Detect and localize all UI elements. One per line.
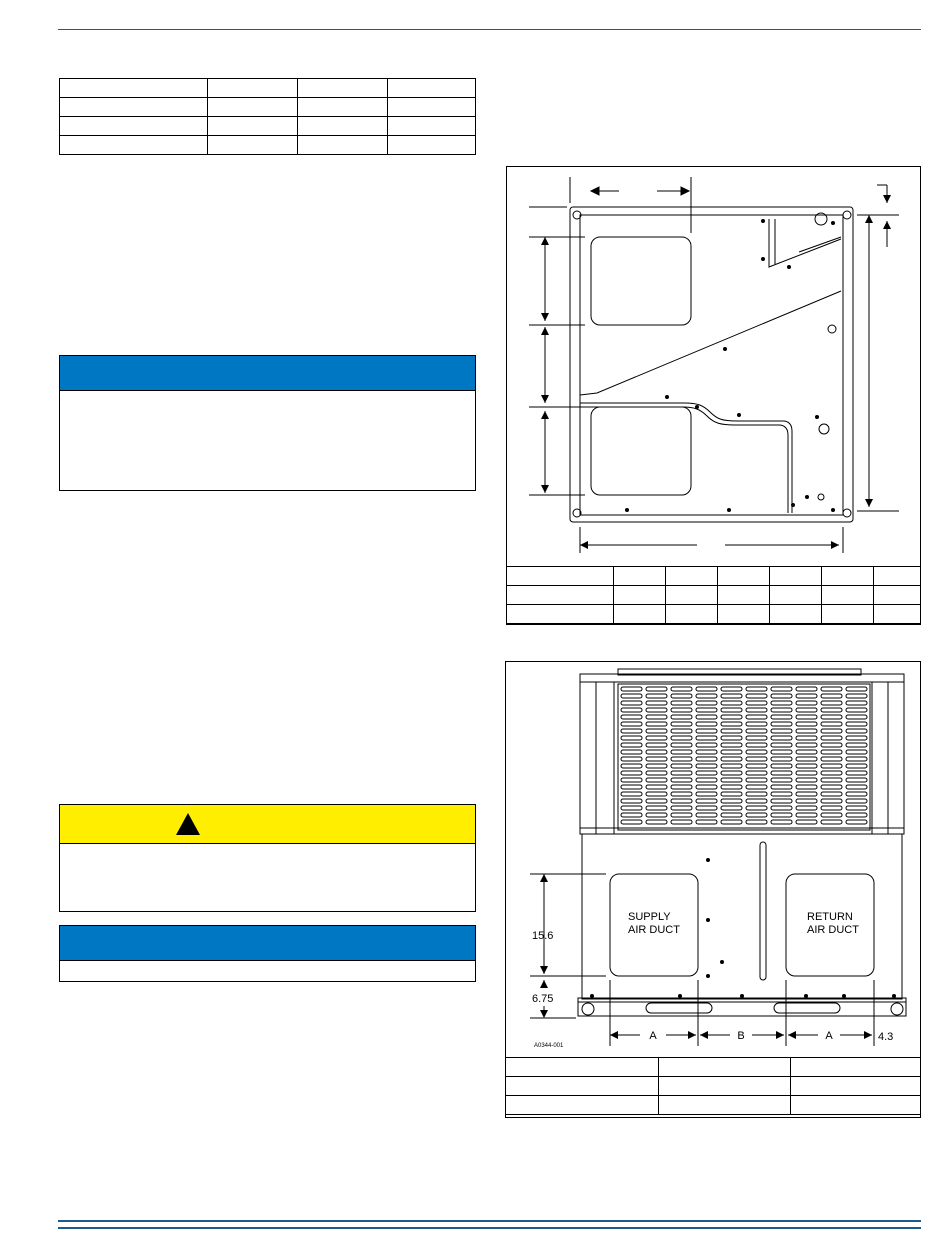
grille-slot bbox=[846, 694, 867, 698]
grille-slot bbox=[646, 764, 667, 768]
grille-slot bbox=[646, 799, 667, 803]
grille-slot bbox=[671, 806, 692, 810]
grille-slot bbox=[796, 771, 817, 775]
grille-slot bbox=[796, 722, 817, 726]
table-row bbox=[506, 1077, 921, 1096]
notice-header bbox=[60, 356, 475, 391]
table-row bbox=[507, 605, 921, 624]
grille-slot bbox=[621, 708, 642, 712]
grille-slot bbox=[646, 771, 667, 775]
grille-slot bbox=[846, 722, 867, 726]
grille-slot bbox=[771, 687, 792, 691]
table-row bbox=[507, 586, 921, 605]
grille-slot bbox=[696, 806, 717, 810]
grille-slot bbox=[771, 799, 792, 803]
table-row bbox=[506, 1058, 921, 1077]
grille-slot bbox=[721, 813, 742, 817]
grille-slot bbox=[646, 687, 667, 691]
caution-header bbox=[60, 805, 475, 844]
grille-slot bbox=[646, 792, 667, 796]
grille-slot bbox=[771, 785, 792, 789]
grille-slot bbox=[846, 785, 867, 789]
grille-slot bbox=[746, 820, 767, 824]
grille-slot bbox=[721, 708, 742, 712]
grille-slot bbox=[696, 687, 717, 691]
grille-slot bbox=[721, 743, 742, 747]
grille-slot bbox=[746, 694, 767, 698]
grille-slot bbox=[796, 820, 817, 824]
grille-slot bbox=[621, 729, 642, 733]
grille-slot bbox=[671, 792, 692, 796]
grille-slot bbox=[796, 806, 817, 810]
grille-slot bbox=[771, 736, 792, 740]
grille-slot bbox=[746, 778, 767, 782]
grille-slot bbox=[796, 701, 817, 705]
return-label-line1: RETURN bbox=[807, 911, 853, 923]
grille-slot bbox=[646, 813, 667, 817]
grille-slot bbox=[771, 778, 792, 782]
notice-box-2 bbox=[59, 925, 476, 982]
grille-slot bbox=[696, 764, 717, 768]
spec-table-top bbox=[59, 78, 476, 155]
grille-slot bbox=[696, 750, 717, 754]
table-row bbox=[506, 1096, 921, 1115]
grille-slot bbox=[821, 778, 842, 782]
grille-slot bbox=[646, 743, 667, 747]
header-rule bbox=[58, 29, 921, 30]
grille-slot bbox=[821, 715, 842, 719]
grille-slot bbox=[771, 820, 792, 824]
grille-slot bbox=[721, 806, 742, 810]
duct-dimension-table bbox=[505, 1057, 921, 1115]
grille-slot bbox=[771, 764, 792, 768]
grille-slot bbox=[621, 701, 642, 705]
grille-slot bbox=[721, 764, 742, 768]
grille-slot bbox=[771, 722, 792, 726]
grille-slot bbox=[671, 736, 692, 740]
grille-slot bbox=[721, 792, 742, 796]
grille-slot bbox=[696, 820, 717, 824]
dimension-label-a-right: A bbox=[825, 1030, 833, 1042]
grille-slot bbox=[671, 771, 692, 775]
grille-slot bbox=[821, 764, 842, 768]
grille-slot bbox=[846, 820, 867, 824]
grille-slot bbox=[696, 722, 717, 726]
grille-slot bbox=[671, 729, 692, 733]
grille-slot bbox=[621, 820, 642, 824]
grille-slot bbox=[671, 687, 692, 691]
grille-slot bbox=[746, 799, 767, 803]
grille-slot bbox=[721, 771, 742, 775]
grille-slot bbox=[796, 729, 817, 733]
grille-slot bbox=[746, 708, 767, 712]
grille-slot bbox=[796, 799, 817, 803]
grille-slot bbox=[821, 757, 842, 761]
grille-slot bbox=[821, 736, 842, 740]
grille-slot bbox=[721, 736, 742, 740]
grille-slot bbox=[821, 820, 842, 824]
top-view-dimension-table bbox=[506, 566, 921, 624]
dimension-label-top-vertical: 15.6 bbox=[532, 930, 554, 942]
grille-slot bbox=[671, 750, 692, 754]
grille-slot bbox=[746, 743, 767, 747]
grille-slot bbox=[771, 792, 792, 796]
grille-slot bbox=[846, 792, 867, 796]
grille-slot bbox=[746, 757, 767, 761]
grille-slot bbox=[671, 722, 692, 726]
grille-slot bbox=[671, 743, 692, 747]
top-view-drawing bbox=[507, 167, 920, 567]
grille-slot bbox=[846, 708, 867, 712]
grille-slot bbox=[821, 771, 842, 775]
grille-slot bbox=[721, 715, 742, 719]
grille-slot bbox=[696, 701, 717, 705]
grille-slot bbox=[821, 729, 842, 733]
grille-slot bbox=[746, 729, 767, 733]
grille-slot bbox=[846, 799, 867, 803]
table-row bbox=[60, 79, 476, 98]
grille-slot bbox=[721, 757, 742, 761]
grille-slot bbox=[646, 778, 667, 782]
supply-label-line2: AIR DUCT bbox=[628, 924, 680, 936]
dimension-label-right: 4.3 bbox=[878, 1031, 894, 1043]
grille-slot bbox=[796, 757, 817, 761]
grille-slot bbox=[646, 722, 667, 726]
figure-code: A0344-001 bbox=[534, 1043, 564, 1049]
grille-slot bbox=[821, 750, 842, 754]
table-row bbox=[507, 567, 921, 586]
grille-slot bbox=[621, 757, 642, 761]
grille-slot bbox=[846, 813, 867, 817]
grille-slot bbox=[646, 715, 667, 719]
grille-slot bbox=[696, 757, 717, 761]
grille-slot bbox=[846, 701, 867, 705]
grille-slot bbox=[821, 785, 842, 789]
grille-slot bbox=[746, 806, 767, 810]
grille-slot bbox=[621, 694, 642, 698]
notice-header-2 bbox=[60, 926, 475, 961]
grille-slot bbox=[846, 806, 867, 810]
grille-slot bbox=[821, 813, 842, 817]
grille-slot bbox=[821, 743, 842, 747]
grille-slot bbox=[621, 799, 642, 803]
grille-slot bbox=[771, 729, 792, 733]
grille-slot bbox=[846, 778, 867, 782]
grille-slot bbox=[671, 715, 692, 719]
grille-slot bbox=[671, 799, 692, 803]
grille-slot bbox=[796, 694, 817, 698]
grille-slot bbox=[621, 687, 642, 691]
grille-slot bbox=[621, 813, 642, 817]
grille-slot bbox=[771, 743, 792, 747]
table-row bbox=[60, 136, 476, 155]
grille-slot bbox=[746, 750, 767, 754]
grille-slot bbox=[846, 715, 867, 719]
grille-slot bbox=[671, 813, 692, 817]
grille-slot bbox=[771, 701, 792, 705]
grille-slot bbox=[796, 778, 817, 782]
grille-slot bbox=[771, 708, 792, 712]
grille-slot bbox=[646, 820, 667, 824]
grille-slot bbox=[771, 715, 792, 719]
grille-slot bbox=[746, 722, 767, 726]
grille-slot bbox=[771, 813, 792, 817]
grille-slot bbox=[846, 729, 867, 733]
dimension-label-b: B bbox=[737, 1030, 745, 1042]
grille-slot bbox=[796, 687, 817, 691]
grille-slot bbox=[696, 799, 717, 803]
grille-slot bbox=[721, 799, 742, 803]
grille-slot bbox=[696, 715, 717, 719]
duct-view-drawing bbox=[506, 662, 920, 1057]
grille-slot bbox=[796, 785, 817, 789]
grille-slot bbox=[796, 715, 817, 719]
grille-slot bbox=[821, 806, 842, 810]
grille-slot bbox=[746, 771, 767, 775]
grille-slot bbox=[646, 750, 667, 754]
grille-slot bbox=[771, 694, 792, 698]
grille-slot bbox=[671, 757, 692, 761]
grille-slot bbox=[846, 757, 867, 761]
grille-slot bbox=[721, 722, 742, 726]
grille-slot bbox=[796, 736, 817, 740]
grille-slot bbox=[796, 792, 817, 796]
grille-slot bbox=[621, 771, 642, 775]
grille-slot bbox=[646, 806, 667, 810]
grille-slot bbox=[671, 764, 692, 768]
grille-slot bbox=[746, 701, 767, 705]
grille-slot bbox=[796, 813, 817, 817]
grille-slot bbox=[746, 785, 767, 789]
grille-slot bbox=[846, 750, 867, 754]
caution-box bbox=[59, 804, 476, 912]
figure-duct-view bbox=[505, 661, 921, 1118]
grille-slot bbox=[821, 687, 842, 691]
grille-slot bbox=[746, 687, 767, 691]
grille-slot bbox=[671, 701, 692, 705]
grille-slot bbox=[796, 708, 817, 712]
grille-slot bbox=[621, 715, 642, 719]
return-label-line2: AIR DUCT bbox=[807, 924, 859, 936]
warning-triangle-icon bbox=[176, 813, 200, 835]
grille-slot bbox=[671, 694, 692, 698]
grille-slot bbox=[671, 785, 692, 789]
table-row bbox=[60, 117, 476, 136]
grille-slot bbox=[846, 771, 867, 775]
table-row bbox=[60, 98, 476, 117]
grille-slot bbox=[746, 736, 767, 740]
figure-top-view bbox=[506, 166, 921, 625]
grille-slot bbox=[746, 715, 767, 719]
dimension-label-a-left: A bbox=[649, 1030, 657, 1042]
grille-slot bbox=[846, 764, 867, 768]
grille-slot bbox=[771, 750, 792, 754]
grille-slot bbox=[646, 729, 667, 733]
grille-slot bbox=[721, 750, 742, 754]
grille-slot bbox=[696, 771, 717, 775]
grille-slot bbox=[621, 792, 642, 796]
condenser-grille bbox=[621, 687, 867, 824]
grille-slot bbox=[646, 701, 667, 705]
grille-slot bbox=[821, 694, 842, 698]
grille-slot bbox=[846, 743, 867, 747]
grille-slot bbox=[771, 771, 792, 775]
grille-slot bbox=[696, 694, 717, 698]
grille-slot bbox=[696, 729, 717, 733]
grille-slot bbox=[721, 778, 742, 782]
grille-slot bbox=[821, 708, 842, 712]
grille-slot bbox=[671, 708, 692, 712]
grille-slot bbox=[646, 785, 667, 789]
grille-slot bbox=[646, 694, 667, 698]
grille-slot bbox=[646, 736, 667, 740]
grille-slot bbox=[646, 757, 667, 761]
grille-slot bbox=[821, 722, 842, 726]
supply-label-line1: SUPPLY bbox=[628, 911, 671, 923]
grille-slot bbox=[821, 701, 842, 705]
grille-slot bbox=[621, 743, 642, 747]
notice-box bbox=[59, 355, 476, 491]
grille-slot bbox=[621, 750, 642, 754]
dimension-label-bottom-vertical: 6.75 bbox=[532, 993, 554, 1005]
grille-slot bbox=[646, 708, 667, 712]
grille-slot bbox=[696, 708, 717, 712]
grille-slot bbox=[671, 820, 692, 824]
grille-slot bbox=[621, 806, 642, 810]
grille-slot bbox=[771, 806, 792, 810]
grille-slot bbox=[621, 785, 642, 789]
grille-slot bbox=[796, 743, 817, 747]
grille-slot bbox=[796, 764, 817, 768]
grille-slot bbox=[696, 778, 717, 782]
grille-slot bbox=[696, 743, 717, 747]
grille-slot bbox=[721, 701, 742, 705]
grille-slot bbox=[771, 757, 792, 761]
grille-slot bbox=[621, 764, 642, 768]
grille-slot bbox=[746, 792, 767, 796]
grille-slot bbox=[696, 736, 717, 740]
grille-slot bbox=[696, 785, 717, 789]
grille-slot bbox=[721, 694, 742, 698]
footer-rule bbox=[58, 1220, 921, 1229]
grille-slot bbox=[696, 792, 717, 796]
grille-slot bbox=[846, 736, 867, 740]
grille-slot bbox=[821, 799, 842, 803]
grille-slot bbox=[621, 736, 642, 740]
grille-slot bbox=[746, 813, 767, 817]
grille-slot bbox=[846, 687, 867, 691]
grille-slot bbox=[721, 820, 742, 824]
grille-slot bbox=[621, 722, 642, 726]
grille-slot bbox=[796, 750, 817, 754]
grille-slot bbox=[696, 813, 717, 817]
grille-slot bbox=[721, 785, 742, 789]
grille-slot bbox=[621, 778, 642, 782]
grille-slot bbox=[671, 778, 692, 782]
grille-slot bbox=[721, 729, 742, 733]
grille-slot bbox=[821, 792, 842, 796]
grille-slot bbox=[746, 764, 767, 768]
grille-slot bbox=[721, 687, 742, 691]
